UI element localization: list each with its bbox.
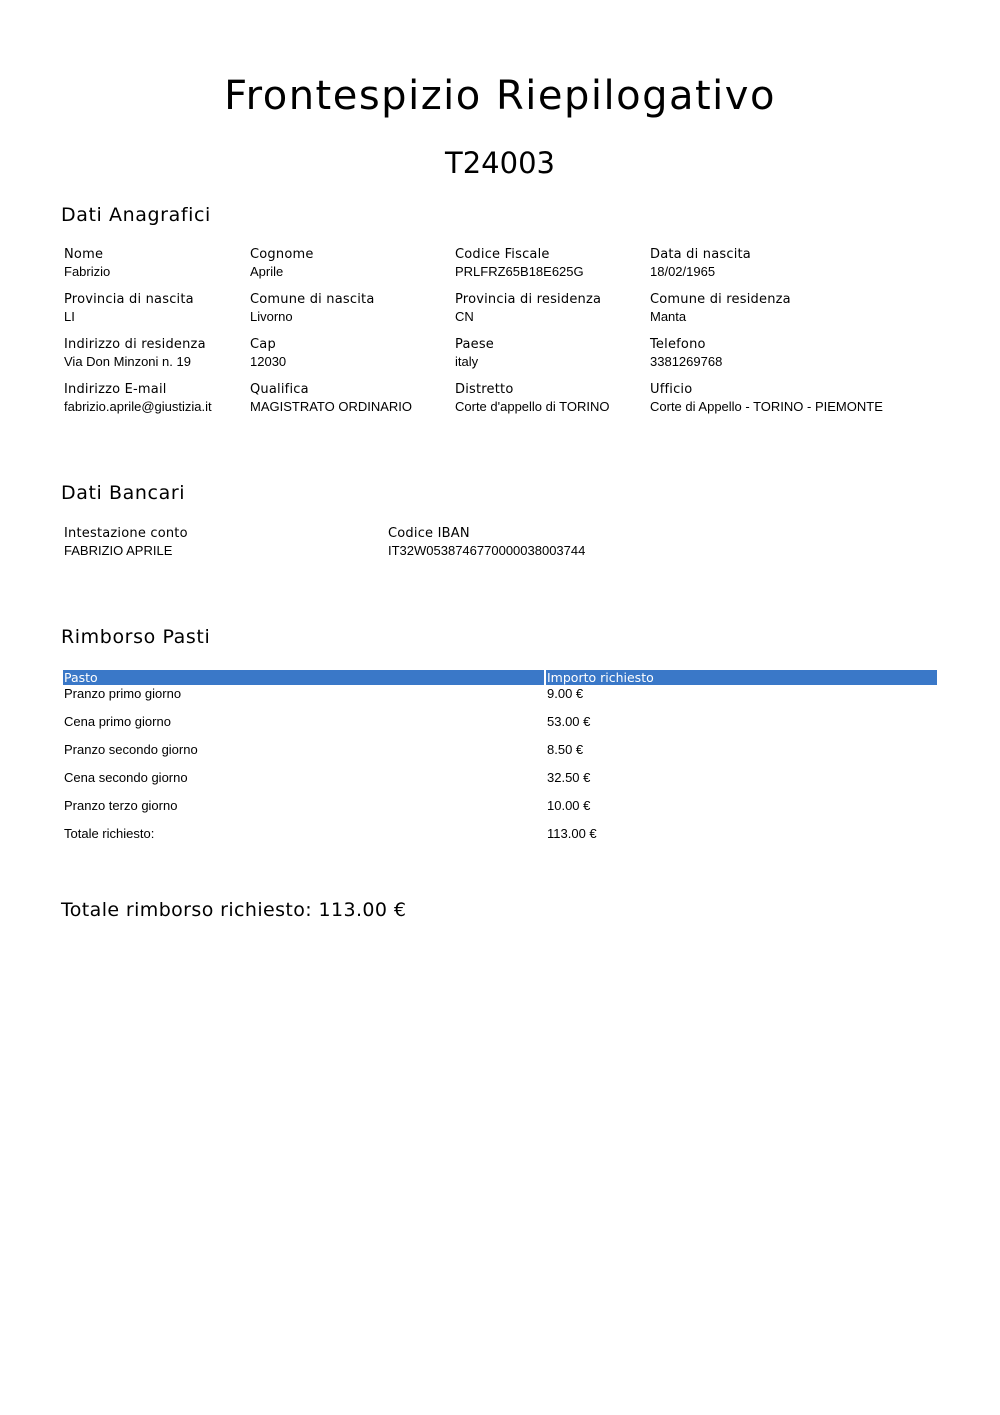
cell-importo: 32.50 € bbox=[547, 770, 591, 785]
field-value: IT32W0538746770000038003744 bbox=[388, 543, 586, 558]
field-value: Livorno bbox=[250, 309, 293, 324]
section-title-anagrafica: Dati Anagrafici bbox=[61, 204, 211, 226]
table-row bbox=[63, 713, 937, 741]
field-telefono bbox=[650, 337, 722, 370]
column-header-pasto: Pasto bbox=[63, 670, 544, 685]
column-header-importo: Importo richiesto bbox=[546, 670, 937, 685]
cell-importo: 9.00 € bbox=[547, 686, 584, 701]
document-code: T24003 bbox=[445, 146, 555, 180]
field-label: Codice Fiscale bbox=[455, 247, 550, 262]
field-comune-nascita bbox=[250, 292, 375, 325]
cell-importo: 10.00 € bbox=[547, 798, 591, 813]
field-label: Nome bbox=[64, 247, 104, 262]
field-value: Corte di Appello - TORINO - PIEMONTE bbox=[650, 399, 883, 414]
field-value: FABRIZIO APRILE bbox=[64, 543, 173, 558]
cell-importo: 53.00 € bbox=[547, 714, 591, 729]
cell-importo: 8.50 € bbox=[547, 742, 584, 757]
meals-table-header bbox=[63, 670, 937, 685]
field-value: Aprile bbox=[250, 264, 284, 279]
field-value: 3381269768 bbox=[650, 354, 723, 369]
cell-total-label: Totale richiesto: bbox=[64, 826, 155, 841]
field-value: PRLFRZ65B18E625G bbox=[455, 264, 584, 279]
section-title-bancari: Dati Bancari bbox=[61, 482, 186, 504]
field-value: Manta bbox=[650, 309, 687, 324]
field-cognome bbox=[250, 247, 314, 280]
table-row bbox=[63, 685, 937, 713]
table-row bbox=[63, 797, 937, 825]
field-provincia-residenza bbox=[455, 292, 601, 325]
field-label: Cognome bbox=[250, 247, 314, 262]
document-title: Frontespizio Riepilogativo bbox=[224, 73, 776, 119]
field-qualifica bbox=[250, 382, 412, 415]
cell-pasto: Pranzo primo giorno bbox=[64, 686, 182, 701]
field-value: CN bbox=[455, 309, 474, 324]
field-ufficio bbox=[650, 382, 883, 415]
cell-pasto: Pranzo secondo giorno bbox=[64, 742, 198, 757]
field-label: Codice IBAN bbox=[388, 526, 470, 541]
meals-table bbox=[63, 670, 937, 853]
field-paese bbox=[455, 337, 494, 370]
field-label: Comune di residenza bbox=[650, 292, 791, 307]
field-label: Provincia di residenza bbox=[455, 292, 602, 307]
field-provincia-nascita bbox=[64, 292, 194, 325]
field-value: Corte d'appello di TORINO bbox=[455, 399, 610, 414]
field-label: Indirizzo di residenza bbox=[64, 337, 206, 352]
cell-pasto: Cena secondo giorno bbox=[64, 770, 188, 785]
field-label: Distretto bbox=[455, 382, 514, 397]
field-label: Data di nascita bbox=[650, 247, 751, 262]
field-cap bbox=[250, 337, 286, 370]
field-codice-iban bbox=[388, 526, 585, 559]
field-label: Comune di nascita bbox=[250, 292, 375, 307]
table-row bbox=[63, 741, 937, 769]
field-codice-fiscale bbox=[455, 247, 584, 280]
field-value: Fabrizio bbox=[64, 264, 111, 279]
field-value: LI bbox=[64, 309, 75, 324]
field-indirizzo-residenza bbox=[64, 337, 206, 370]
field-nome bbox=[64, 247, 110, 280]
cell-total-value: 113.00 € bbox=[547, 826, 597, 841]
field-label: Cap bbox=[250, 337, 276, 352]
field-intestazione-conto bbox=[64, 526, 188, 559]
section-title-pasti: Rimborso Pasti bbox=[61, 626, 211, 648]
field-value: italy bbox=[455, 354, 479, 369]
table-row bbox=[63, 769, 937, 797]
cell-pasto: Pranzo terzo giorno bbox=[64, 798, 178, 813]
grand-total: Totale rimborso richiesto: 113.00 € bbox=[61, 899, 407, 921]
field-value: fabrizio.aprile@giustizia.it bbox=[64, 399, 212, 414]
field-value: 18/02/1965 bbox=[650, 264, 716, 279]
field-comune-residenza bbox=[650, 292, 791, 325]
field-label: Ufficio bbox=[650, 382, 693, 397]
cell-pasto: Cena primo giorno bbox=[64, 714, 171, 729]
field-email bbox=[64, 382, 212, 415]
field-value: 12030 bbox=[250, 354, 287, 369]
table-row-total bbox=[63, 825, 937, 853]
field-label: Intestazione conto bbox=[64, 526, 188, 541]
field-label: Provincia di nascita bbox=[64, 292, 194, 307]
field-label: Telefono bbox=[650, 337, 706, 352]
field-label: Qualifica bbox=[250, 382, 309, 397]
field-value: MAGISTRATO ORDINARIO bbox=[250, 399, 413, 414]
field-label: Indirizzo E-mail bbox=[64, 382, 167, 397]
field-value: Via Don Minzoni n. 19 bbox=[64, 354, 191, 369]
field-distretto bbox=[455, 382, 609, 415]
field-data-di-nascita bbox=[650, 247, 751, 280]
field-label: Paese bbox=[455, 337, 494, 352]
